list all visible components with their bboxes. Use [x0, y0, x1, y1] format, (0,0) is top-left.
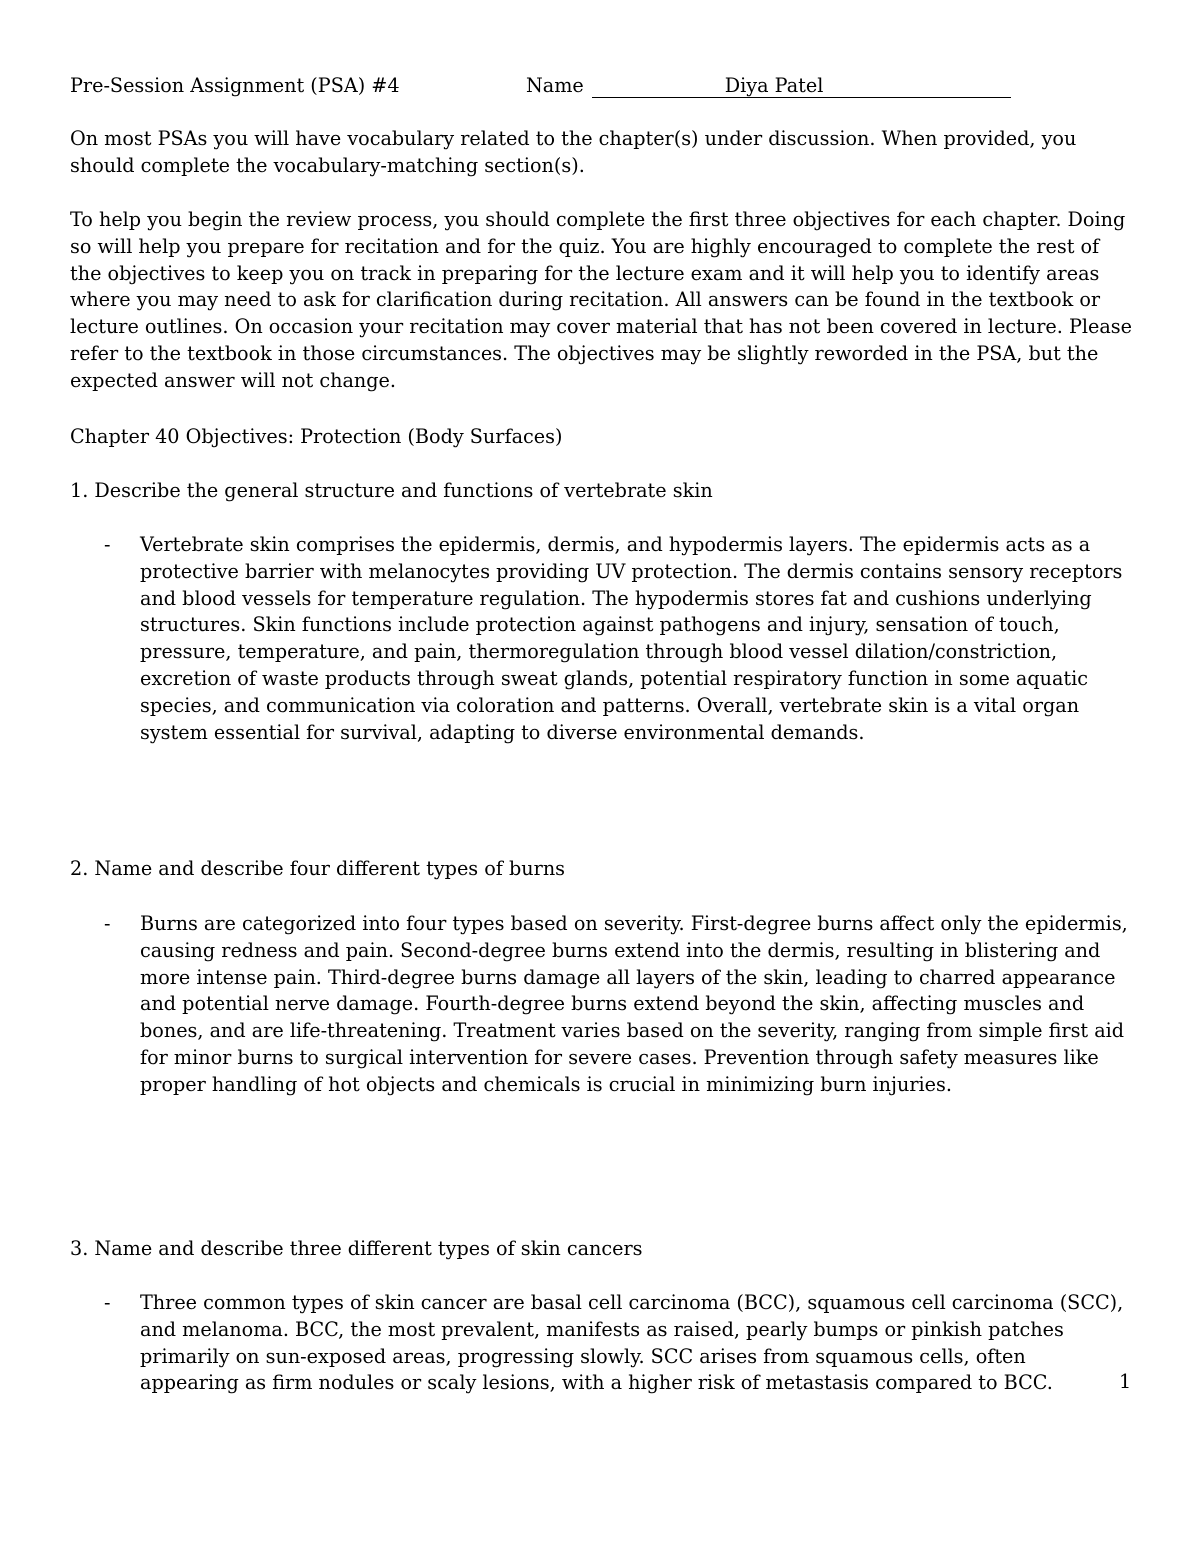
answer-bullet-2: -: [104, 912, 111, 935]
name-label: Name: [526, 74, 584, 97]
objective-answer-1: Vertebrate skin comprises the epidermis, dermis, and hypodermis layers. The epidermis acts as a protective barrier with melanocytes providing UV protection. The dermis contains sensory receptors and blood vessels for temperature regulation. The hypodermis stores fat and cushions underlying structures. Skin functions include protection against pathogens and injury, sensation of touch, pressure, temperature, and pain, thermoregulation through blood vessel dilation/constriction, excretion of waste products through sweat glands, potential respiratory function in some aquatic species, and communication via coloration and patterns. Overall, vertebrate skin is a vital organ system essential for survival, adapting to diverse environmental demands.: [140, 533, 1123, 744]
header: [70, 73, 1130, 100]
name-block: [526, 73, 1011, 100]
answer-bullet-1: -: [104, 533, 111, 556]
name-value: Diya Patel: [592, 75, 1011, 98]
psa-title: Pre-Session Assignment (PSA) #4: [70, 74, 400, 97]
chapter-heading: Chapter 40 Objectives: Protection (Body Surfaces): [70, 425, 563, 448]
objective-question-3: 3. Name and describe three different types of skin cancers: [70, 1237, 643, 1260]
objective-question-1: 1. Describe the general structure and functions of vertebrate skin: [70, 479, 713, 502]
objective-answer-3: Three common types of skin cancer are basal cell carcinoma (BCC), squamous cell carcinoma (SCC), and melanoma. BCC, the most prevalent, manifests as raised, pearly bumps or pinkish patches primarily on sun-exposed areas, progressing slowly. SCC arises from squamous cells, often appearing as firm nodules or scaly lesions, with a higher risk of metastasis compared to BCC.: [140, 1291, 1124, 1395]
objective-question-2: 2. Name and describe four different types of burns: [70, 857, 566, 880]
answer-bullet-3: -: [104, 1291, 111, 1314]
intro-paragraph-objectives: To help you begin the review process, you should complete the first three objectives for each chapter. Doing so will help you prepare for recitation and for the quiz. You are highly encouraged to complete the rest of the objectives to keep you on track in preparing for the lecture exam and it will help you to identify areas where you may need to ask for clarification during recitation. All answers can be found in the textbook or lecture outlines. On occasion your recitation may cover material that has not been covered in lecture. Please refer to the textbook in those circumstances. The objectives may be slightly reworded in the PSA, but the expected answer will not change.: [70, 208, 1133, 392]
page-number: 1: [1119, 1370, 1132, 1393]
objective-answer-2: Burns are categorized into four types based on severity. First-degree burns affect only the epidermis, causing redness and pain. Second-degree burns extend into the dermis, resulting in blistering and more intense pain. Third-degree burns damage all layers of the skin, leading to charred appearance and potential nerve damage. Fourth-degree burns extend beyond the skin, affecting muscles and bones, and are life-threatening. Treatment varies based on the severity, ranging from simple first aid for minor burns to surgical intervention for severe cases. Prevention through safety measures like proper handling of hot objects and chemicals is crucial in minimizing burn injuries.: [140, 912, 1128, 1096]
intro-paragraph-vocabulary: On most PSAs you will have vocabulary related to the chapter(s) under discussion. When provided, you should complete the vocabulary-matching section(s).: [70, 127, 1077, 177]
